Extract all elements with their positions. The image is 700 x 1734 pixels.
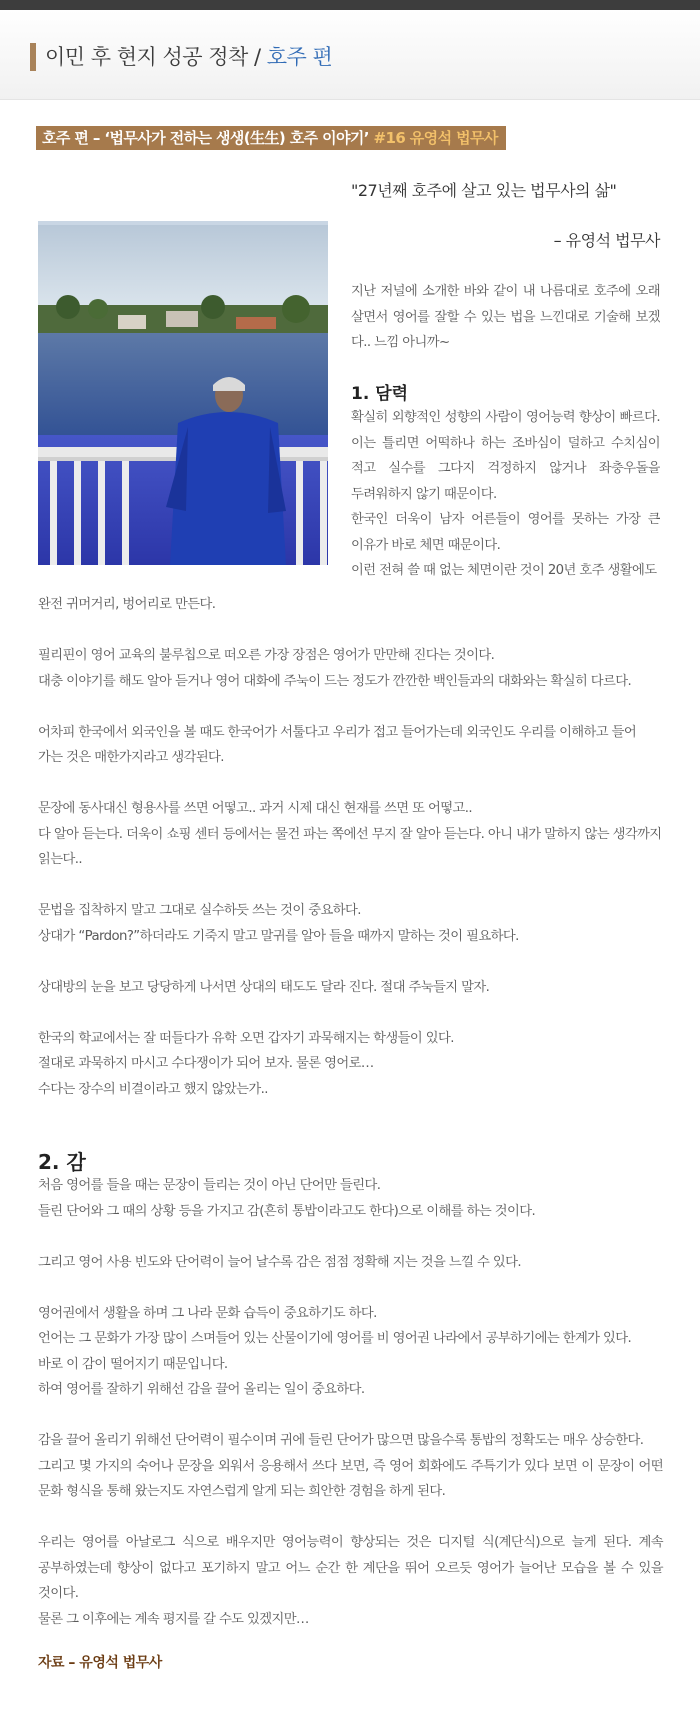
paragraph-line: 그리고 몇 가지의 숙어나 문장을 외워서 응용해서 쓰다 보면, 즉 영어 회화에도 주특기가 있다 보면 이 문장이 어떤 — [38, 1458, 663, 1474]
paragraph-line: 처음 영어를 들을 때는 문장이 들리는 것이 아닌 단어만 들린다. — [38, 1178, 381, 1193]
paragraph-line: 들린 단어와 그 때의 상황 등을 가지고 감(흔히 통밥이라고도 한다)으로 이해를 하는 것이다. — [38, 1203, 536, 1219]
section-1-body — [38, 592, 663, 1102]
paragraph-line: 하여 영어를 잘하기 위해선 감을 끌어 올리는 일이 중요하다. — [38, 1382, 365, 1397]
section-heading-1: 1. 담력 — [351, 384, 409, 404]
paragraph-line: 대충 이야기를 해도 알아 듣거나 영어 대화에 주눅이 드는 정도가 깐깐한 백인들과의 대화와는 확실히 다르다. — [38, 673, 632, 689]
page-title — [45, 41, 332, 71]
paragraph-line: 것이다. — [38, 1586, 79, 1601]
article-quote: "27년째 호주에 살고 있는 법무사의 삶" — [351, 181, 617, 200]
paragraph-gap — [38, 1275, 663, 1301]
paragraph-line: 이는 틀리면 어떡하나 하는 조바심이 덜하고 수치심이 — [351, 435, 660, 451]
paragraph-gap — [38, 873, 663, 899]
paragraph-line: 수다는 장수의 비결이라고 했지 않았는가.. — [38, 1081, 268, 1097]
paragraph-line: 공부하였는데 향상이 없다고 포기하지 말고 어느 순간 한 계단을 뛰어 오르듯 영어가 늘어난 모습을 볼 수 있을 — [38, 1560, 663, 1576]
paragraph-line: 두려워하지 않기 때문이다. — [351, 486, 497, 502]
paragraph-line: 바로 이 감이 떨어지기 때문입니다. — [38, 1356, 228, 1372]
section-2-body — [38, 1173, 663, 1632]
page-title-main: 이민 후 현지 성공 정착 / — [45, 45, 267, 69]
paragraph-gap — [38, 771, 663, 797]
paragraph-line: 문법을 집착하지 말고 그대로 실수하듯 쓰는 것이 중요하다. — [38, 903, 361, 918]
paragraph-line: 절대로 과묵하지 마시고 수다쟁이가 되어 보자. 물론 영어로… — [38, 1056, 374, 1071]
paragraph-line: 완전 귀머거리, 벙어리로 만든다. — [38, 597, 216, 612]
paragraph-gap — [38, 1000, 663, 1026]
paragraph-line: 물론 그 이후에는 계속 평지를 갈 수도 있겠지만… — [38, 1611, 309, 1627]
section-1-side-text — [351, 405, 660, 584]
paragraph-line: 읽는다.. — [38, 852, 82, 867]
paragraph-line: 이유가 바로 체면 때문이다. — [351, 537, 501, 553]
paragraph-gap — [38, 1505, 663, 1531]
paragraph-line: 적고 실수를 그다지 걱정하지 않거나 좌충우돌을 — [351, 461, 660, 476]
article-author: – 유영석 법무사 — [553, 231, 660, 250]
paragraph-line: 상대가 “Pardon?”하더라도 기죽지 말고 말귀를 알아 들을 때까지 말하는 것이 필요하다. — [38, 928, 519, 944]
paragraph-gap — [38, 949, 663, 975]
top-bar — [0, 0, 700, 10]
page-title-highlight: 호주 편 — [266, 45, 333, 69]
paragraph-line: 언어는 그 문화가 가장 많이 스며들어 있는 산물이기에 영어를 비 영어권 나라에서 공부하기에는 한계가 있다. — [38, 1331, 632, 1346]
paragraph-gap — [38, 694, 663, 720]
article-intro: 지난 저널에 소개한 바와 같이 내 나름대로 호주에 오래 살면서 영어를 잘할 수 있는 법을 느낀대로 기술해 보겠다.. 느낌 아니까~ — [351, 284, 660, 350]
section-heading-2: 2. 감 — [38, 1150, 86, 1174]
paragraph-line: 한국인 더욱이 남자 어른들이 영어를 못하는 가장 큰 — [351, 512, 660, 527]
author-photo — [38, 177, 328, 565]
paragraph-gap — [38, 1224, 663, 1250]
paragraph-gap — [38, 1403, 663, 1429]
paragraph-line: 영어권에서 생활을 하며 그 나라 문화 습득이 중요하기도 하다. — [38, 1305, 377, 1321]
paragraph-gap — [38, 618, 663, 644]
paragraph-line: 이런 전혀 쓸 때 없는 체면이란 것이 20년 호주 생활에도 — [351, 563, 657, 578]
paragraph-line: 문장에 동사대신 형용사를 쓰면 어떻고.. 과거 시제 대신 현재를 쓰면 또 어떻고.. — [38, 801, 472, 816]
paragraph-line: 필리핀이 영어 교육의 불루칩으로 떠오른 가장 장점은 영어가 만만해 진다는 것이다. — [38, 648, 495, 663]
banner-title: 호주 편 – ‘법무사가 전하는 생생(生生) 호주 이야기’ — [42, 129, 369, 147]
header-accent-bar — [30, 43, 36, 71]
paragraph-line: 가는 것은 매한가지라고 생각된다. — [38, 750, 224, 765]
paragraph-line: 우리는 영어를 아날로그 식으로 배우지만 영어능력이 향상되는 것은 디지털 식(계단식)으로 늘게 된다. 계속 — [38, 1535, 663, 1550]
article-credit: 자료 – 유영석 법무사 — [38, 1655, 162, 1671]
paragraph-line: 다 알아 듣는다. 더욱이 쇼핑 센터 등에서는 물건 파는 쪽에선 무지 잘 알아 듣는다. 아니 내가 말하지 않는 생각까지 — [38, 826, 662, 842]
paragraph-line: 그리고 영어 사용 빈도와 단어력이 늘어 날수록 감은 점점 정확해 지는 것을 느낄 수 있다. — [38, 1254, 521, 1270]
paragraph-line: 문화 형식을 통해 왔는지도 자연스럽게 알게 되는 희안한 경험을 하게 된다. — [38, 1484, 446, 1499]
paragraph-line: 확실히 외향적인 성향의 사람이 영어능력 향상이 빠르다. — [351, 410, 660, 425]
paragraph-line: 상대방의 눈을 보고 당당하게 나서면 상대의 태도도 달라 진다. 절대 주눅들지 말자. — [38, 979, 490, 995]
paragraph-line: 한국의 학교에서는 잘 떠들다가 유학 오면 갑자기 과묵해지는 학생들이 있다. — [38, 1030, 454, 1046]
paragraph-line: 어차피 한국에서 외국인을 볼 때도 한국어가 서툴다고 우리가 접고 들어가는데 외국인도 우리를 이해하고 들어 — [38, 724, 637, 740]
paragraph-line: 감을 끌어 올리기 위해선 단어력이 필수이며 귀에 들린 단어가 많으면 많을수록 통밥의 정확도는 매우 상승한다. — [38, 1433, 644, 1448]
page-header — [0, 10, 700, 100]
banner-issue: #16 유영석 법무사 — [368, 129, 498, 147]
article-series-banner — [36, 126, 506, 150]
